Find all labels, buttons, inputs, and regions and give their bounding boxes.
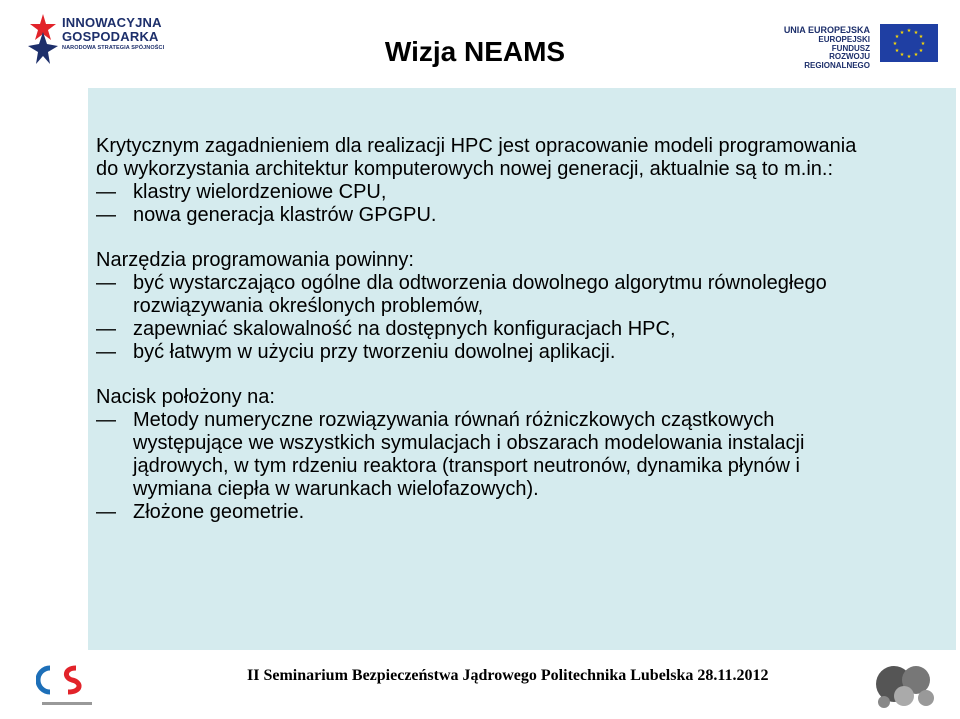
dash-bullet: — xyxy=(96,272,116,294)
dash-bullet: — xyxy=(96,341,116,363)
svg-text:★: ★ xyxy=(892,41,898,47)
list-item xyxy=(96,318,866,341)
paragraph-hpc: Krytycznym zagadnieniem dla realizacji HPC jest opracowanie modeli programowania do wykorzystania architektur komputerowych nowej generacji, aktualnie są to m.in.: xyxy=(96,135,857,180)
eu-logo xyxy=(780,22,950,71)
svg-text:★: ★ xyxy=(906,28,912,34)
dash-bullet: — xyxy=(96,204,116,226)
logo-line-2: GOSPODARKA xyxy=(62,28,159,44)
logo-line-3: NARODOWA STRATEGIA SPÓJNOŚCI xyxy=(62,45,165,52)
list-item xyxy=(96,501,866,524)
dash-bullet: — xyxy=(96,318,116,340)
list-item xyxy=(96,341,866,364)
logo-line-1: INNOWACYJNA xyxy=(62,15,162,30)
list-item xyxy=(96,409,866,501)
list-item-text: być łatwym w użyciu przy tworzeniu dowolnej aplikacji. xyxy=(133,341,616,363)
star-logo-icon xyxy=(28,14,58,64)
paragraph-focus: Nacisk położony na: xyxy=(96,386,275,408)
svg-text:★: ★ xyxy=(913,52,919,58)
list-item-text: Metody numeryczne rozwiązywania równań różniczkowych cząstkowych występujące we wszystkich symulacjach i obszarach modelowania instalacji jądrowych, w tym rdzeniu reaktora (transport neutronów, dynamika płynów i wymiana ciepła w warunkach wielofazowych). xyxy=(133,409,805,500)
innowacyjna-gospodarka-logo xyxy=(28,14,178,70)
list-item xyxy=(96,272,866,318)
list-item-text: nowa generacja klastrów GPGPU. xyxy=(133,204,437,226)
seminar-logo-icon xyxy=(36,660,98,710)
list-item-text: być wystarczająco ogólne dla odtworzenia dowolnego algorytmu równoległego rozwiązywania określonych problemów, xyxy=(133,272,827,317)
svg-text:★: ★ xyxy=(894,48,900,54)
eu-line-3: ROZWOJU REGIONALNEGO xyxy=(804,52,870,71)
eu-line-2: EUROPEJSKI FUNDUSZ xyxy=(818,34,870,53)
svg-text:★: ★ xyxy=(906,54,912,60)
svg-text:★: ★ xyxy=(913,30,919,36)
dash-bullet: — xyxy=(96,181,116,203)
list-item xyxy=(96,181,866,204)
dash-bullet: — xyxy=(96,501,116,523)
footer-text: II Seminarium Bezpieczeństwa Jądrowego Politechnika Lubelska 28.11.2012 xyxy=(247,667,769,684)
list-item-text: zapewniać skalowalność na dostępnych konfiguracjach HPC, xyxy=(133,318,676,340)
svg-text:★: ★ xyxy=(920,41,926,47)
svg-text:★: ★ xyxy=(918,34,924,40)
dash-bullet: — xyxy=(96,409,116,431)
paragraph-tools: Narzędzia programowania powinny: xyxy=(96,249,414,271)
svg-text:★: ★ xyxy=(899,52,905,58)
list-item xyxy=(96,204,866,227)
svg-text:★: ★ xyxy=(899,30,905,36)
eu-line-1: UNIA EUROPEJSKA xyxy=(783,25,870,35)
list-item-text: klastry wielordzeniowe CPU, xyxy=(133,181,387,203)
slide-header xyxy=(0,0,960,88)
slide-body xyxy=(96,135,866,524)
svg-text:★: ★ xyxy=(918,48,924,54)
eu-flag-icon xyxy=(880,24,938,62)
svg-text:★: ★ xyxy=(894,34,900,40)
slide-title: Wizja NEAMS xyxy=(384,36,566,67)
list-item-text: Złożone geometrie. xyxy=(133,501,305,523)
ncbj-logo-icon xyxy=(864,654,946,714)
